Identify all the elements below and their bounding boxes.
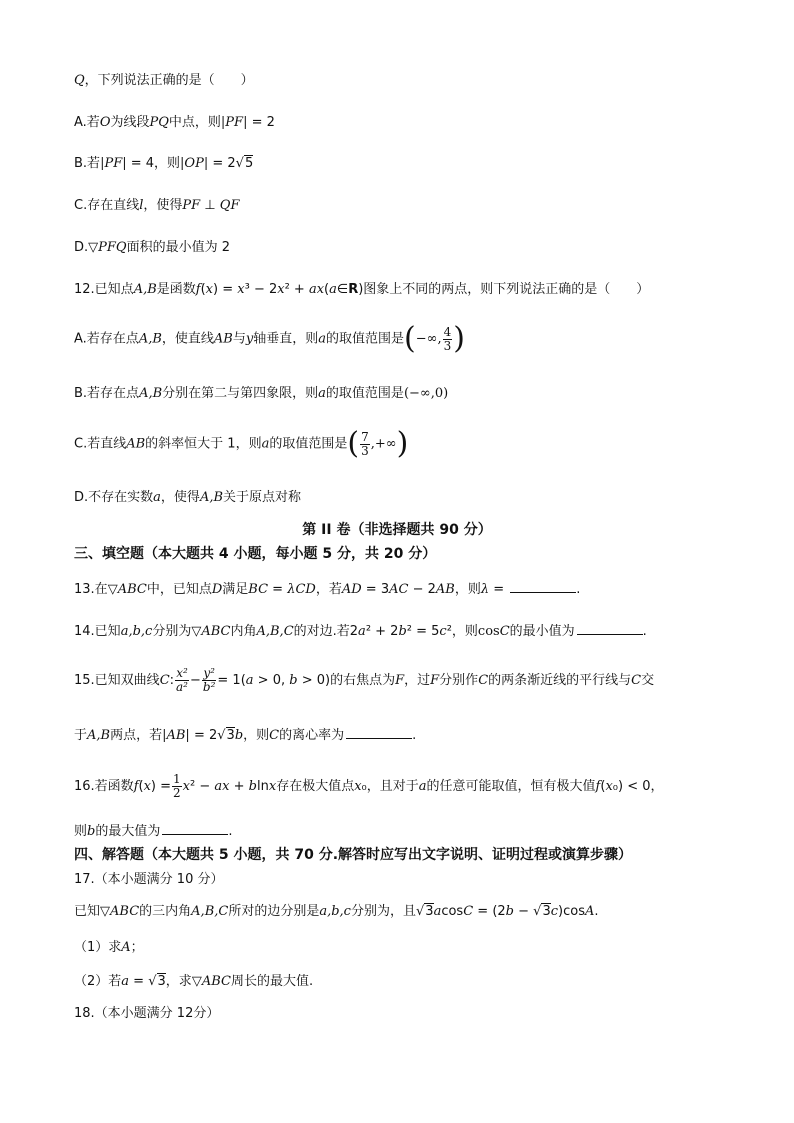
q12-option-c: C.若直线AB的斜率恒大于 1，则a的取值范围是( $\frac{7}{3}$ ,+∞) [74, 426, 409, 461]
q15-line-1: 15.已知双曲线C: $\frac{\text{x²}}{\text{a²}}$ − $\frac{\text{y²}}{\text{b²}}$ = 1(a > 0, b > 0)的右焦点为F，过F分别作C的两条渐近线的平行线与C交 [74, 666, 655, 694]
q15-line-2: 于A,B两点，若|AB| = 2√3b，则C的离心率为 . [74, 728, 417, 743]
q12-option-b: B.若存在点A,B分别在第二与第四象限，则a的取值范围是(−∞,0) [74, 386, 449, 401]
q12-stem: 12.已知点A,B是函数f(x) = x³ − 2x² + ax(a∈R)图象上不同的两点，则下列说法正确的是（ ） [74, 282, 650, 297]
q17-part-1: （1）求A； [74, 940, 144, 955]
q13: 13.在▽ABC中，已知点D满足BC = λCD，若AD = 3AC − 2AB，则λ = . [74, 582, 581, 597]
section-4-title: 四、解答题（本大题共 5 小题，共 70 分.解答时应写出文字说明、证明过程或演算步骤） [74, 847, 633, 863]
q11-option-b: B.若|PF| = 4，则|OP| = 2√5 [74, 156, 254, 171]
q17-header: 17.（本小题满分 10 分） [74, 872, 224, 887]
section-3-title: 三、填空题（本大题共 4 小题，每小题 5 分，共 20 分） [74, 546, 437, 562]
q16-line-1: 16.若函数f(x) = $\frac{1}{2}$ x² − ax + blnx存在极大值点x₀，且对于a的任意可能取值，恒有极大值f(x₀) < 0， [74, 772, 664, 800]
q14: 14.已知a,b,c分别为▽ABC内角A,B,C的对边.若2a² + 2b² = 5c²，则cosC的最小值为 . [74, 624, 647, 639]
q17-part-2: （2）若a = √3，求▽ABC周长的最大值. [74, 974, 314, 989]
q11-option-d: D.▽PFQ面积的最小值为 2 [74, 240, 230, 255]
section-2-title: 第 II 卷（非选择题共 90 分） [302, 522, 492, 538]
q11-stem-tail: Q，下列说法正确的是（ ） [74, 73, 254, 88]
q11-option-c: C.存在直线l，使得PF ⊥ QF [74, 198, 240, 213]
q18-header: 18.（本小题满分 12分） [74, 1006, 220, 1021]
q17-stem: 已知▽ABC的三内角A,B,C所对的边分别是a,b,c分别为，且√3acosC = (2b − √3c)cosA. [74, 904, 599, 919]
q16-line-2: 则b的最大值为 . [74, 824, 233, 839]
q12-option-a: A.若存在点A,B，使直线AB与y轴垂直，则a的取值范围是(−∞, $\frac{4}{3}$ ) [74, 321, 465, 356]
q11-option-a: A.若O为线段PQ中点，则|PF| = 2 [74, 115, 275, 130]
q12-option-d: D.不存在实数a，使得A,B关于原点对称 [74, 490, 302, 505]
